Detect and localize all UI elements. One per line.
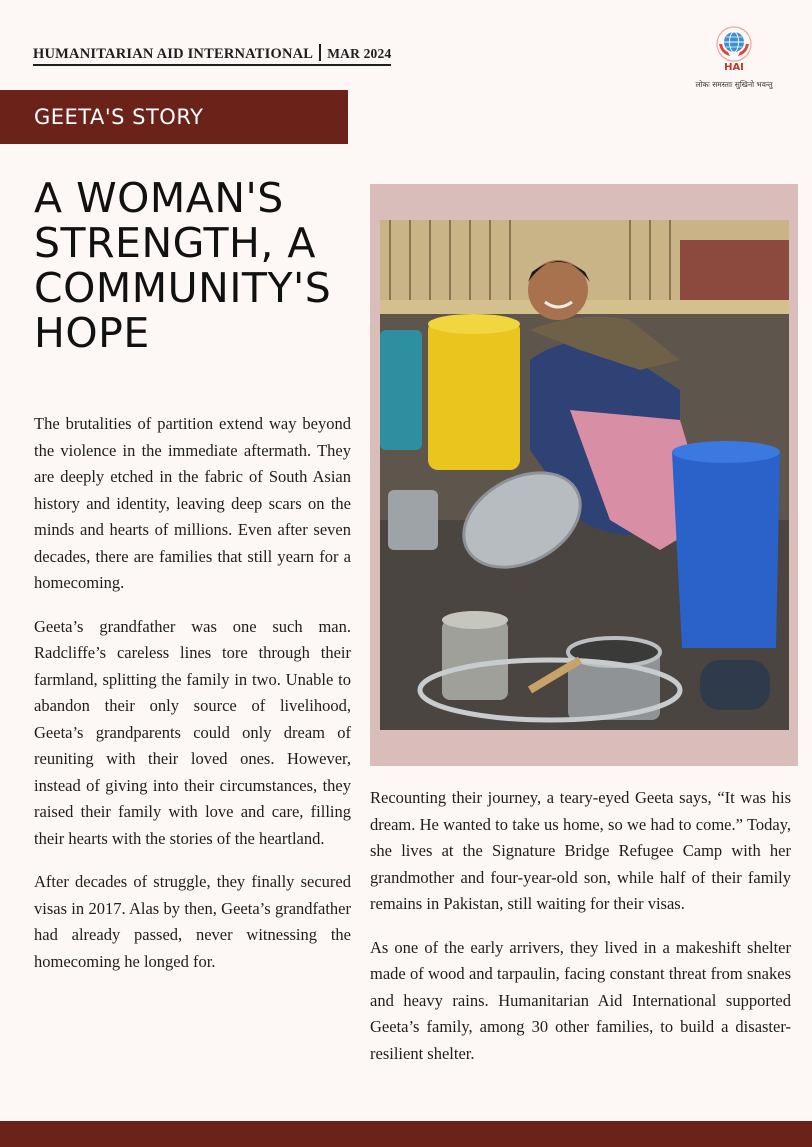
issue-date: MAR 2024 [327, 46, 392, 61]
headline-line-4: HOPE [34, 309, 150, 357]
organization-name: HUMANITARIAN AID INTERNATIONAL [33, 46, 314, 62]
masthead [33, 44, 391, 66]
logo-tagline: लोकः समस्ताः सुखिनो भवन्तु [695, 80, 773, 89]
headline-line-2: STRENGTH, A [34, 219, 316, 267]
photo-frame [370, 184, 798, 766]
hai-logo [694, 22, 774, 92]
left-column [34, 411, 351, 992]
paragraph-journey: Recounting their journey, a teary-eyed Geeta says, “It was his dream. He wanted to take us home, so we had to come.” Today, she lives at the Signature Bridge Refugee Camp with her grandmother and four-year-old son, while half of their family remains in Pakistan, still waiting for their visas. [370, 788, 791, 913]
globe-hands-icon [702, 22, 766, 78]
section-label: GEETA'S STORY [34, 105, 204, 129]
paragraph-shelter: As one of the early arrivers, they lived in a makeshift shelter made of wood and tarpaulin, facing constant threat from snakes and heavy rains. Humanitarian Aid International supported Geeta’s family, among 30 other families, to build a disaster-resilient shelter. [370, 937, 791, 1063]
page-title [34, 176, 354, 356]
geeta-photo [380, 220, 789, 730]
logo-initials: HAI [724, 62, 744, 73]
paragraph-partition: The brutalities of partition extend way beyond the violence in the immediate aftermath. They are deeply etched in the fabric of South Asian history and identity, leaving deep scars on the minds and hearts of millions. Even after seven decades, there are families that still yearn for a homecoming. [34, 414, 351, 592]
footer-bar [0, 1121, 812, 1147]
headline-line-3: COMMUNITY'S [34, 264, 332, 312]
paragraph-visas: After decades of struggle, they finally secured visas in 2017. Alas by then, Geeta’s grandfather had already passed, never witnessing the homecoming he longed for. [34, 872, 351, 971]
right-column [370, 785, 791, 1084]
section-label-band [0, 90, 348, 144]
headline-line-1: A WOMAN'S [34, 174, 284, 222]
masthead-divider [319, 44, 321, 61]
woman-washing-dishes-illustration [380, 220, 789, 730]
paragraph-grandfather: Geeta’s grandfather was one such man. Radcliffe’s careless lines tore through their farmland, splitting the family in two. Unable to abandon their only source of livelihood, Geeta’s grandparents could only dream of reuniting with their loved ones. However, instead of giving into their circumstances, they raised their family with love and care, filling their hearts with the stories of the heartland. [34, 616, 351, 848]
